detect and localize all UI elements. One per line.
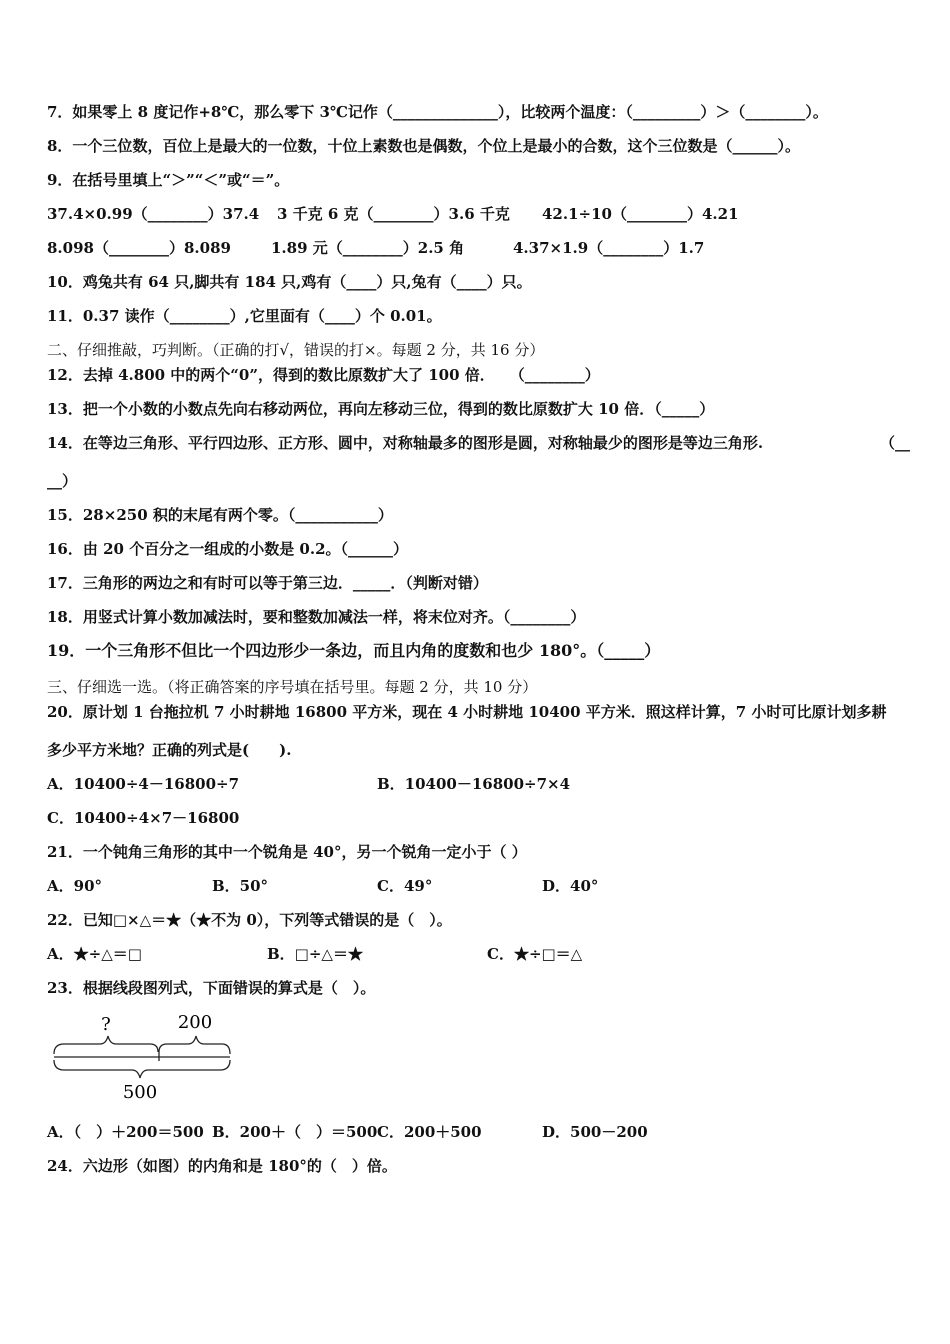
section-3-heading: 三、仔细选一选。（将正确答案的序号填在括号里。每题 2 分，共 10 分） (47, 678, 538, 696)
q9-item-2: 3 千克 6 克（________）3.6 千克 (277, 205, 510, 223)
question-15: 15．28×250 积的末尾有两个零。（___________） (47, 506, 393, 524)
q23-option-c: C．200＋500 (377, 1123, 482, 1141)
q22-option-a: A．★÷△＝□ (47, 945, 142, 963)
q23-option-d: D．500－200 (542, 1123, 648, 1141)
brace-right-top (159, 1036, 230, 1054)
q21-option-d: D．40° (542, 877, 599, 895)
q22-option-c: C．★÷□＝△ (487, 945, 583, 963)
q9-item-5: 1.89 元（________）2.5 角 (271, 239, 465, 257)
unknown-label: ? (101, 1014, 111, 1035)
brace-left-top (54, 1036, 158, 1054)
question-18: 18．用竖式计算小数加减法时，要和整数加减法一样，将末位对齐。（________） (47, 608, 586, 626)
question-14: 14．在等边三角形、平行四边形、正方形、圆中，对称轴最多的图形是圆，对称轴最少的图形是等边三角形. (47, 434, 764, 452)
question-14-blank-start: （__ (880, 434, 911, 452)
q20-option-b: B．10400－16800÷7×4 (377, 775, 571, 793)
question-17: 17．三角形的两边之和有时可以等于第三边．_____．（判断对错） (47, 574, 488, 592)
total-label: 500 (122, 1082, 158, 1103)
question-13: 13．把一个小数的小数点先向右移动两位，再向左移动三位，得到的数比原数扩大 10 倍．（_____） (47, 400, 715, 418)
q23-option-a: A．（ ）＋200＝500 (47, 1123, 204, 1141)
q21-option-b: B．50° (212, 877, 269, 895)
q9-item-1: 37.4×0.99（________）37.4 (47, 205, 260, 223)
question-10: 10．鸡兔共有 64 只,脚共有 184 只,鸡有（____）只,兔有（____）只。 (47, 273, 532, 291)
question-14-blank-end: __） (47, 472, 78, 490)
question-7: 7．如果零上 8 度记作+8℃，那么零下 3℃记作（______________），比较两个温度：（_________）＞（________）。 (47, 103, 828, 121)
section-2-heading: 二、仔细推敲，巧判断。（正确的打√，错误的打×。每题 2 分，共 16 分） (47, 341, 545, 359)
q23-option-b: B．200＋（ ）＝500 (212, 1123, 378, 1141)
q22-option-b: B．□÷△＝★ (267, 945, 363, 963)
line-segment-diagram (50, 1008, 240, 1104)
top-value-label: 200 (177, 1012, 213, 1033)
q9-item-4: 8.098（________）8.089 (47, 239, 231, 257)
question-9: 9．在括号里填上“＞”“＜”或“＝”。 (47, 171, 290, 189)
q20-option-a: A．10400÷4－16800÷7 (47, 775, 240, 793)
q9-item-3: 42.1÷10（________）4.21 (542, 205, 739, 223)
question-20-line-1: 20．原计划 1 台拖拉机 7 小时耕地 16800 平方米，现在 4 小时耕地 10400 平方米．照这样计算，7 小时可比原计划多耕 (47, 703, 887, 721)
q9-item-6: 4.37×1.9（________）1.7 (513, 239, 705, 257)
question-20-line-2: 多少平方米地？正确的列式是( ). (47, 741, 292, 759)
question-19: 19．一个三角形不但比一个四边形少一条边，而且内角的度数和也少 180°。（_____） (47, 641, 661, 660)
question-16: 16．由 20 个百分之一组成的小数是 0.2。（______） (47, 540, 409, 558)
question-24: 24．六边形（如图）的内角和是 180°的（ ）倍。 (47, 1157, 397, 1175)
question-12: 12．去掉 4.800 中的两个“0”，得到的数比原数扩大了 100 倍． （________） (47, 366, 600, 384)
q20-option-c: C．10400÷4×7－16800 (47, 809, 240, 827)
q21-option-c: C．49° (377, 877, 433, 895)
question-23: 23．根据线段图列式，下面错误的算式是（ ）。 (47, 979, 376, 997)
brace-bottom (54, 1060, 230, 1078)
question-21: 21．一个钝角三角形的其中一个锐角是 40°，另一个锐角一定小于（ ） (47, 843, 527, 861)
question-22: 22．已知□×△＝★（★不为 0），下列等式错误的是（ ）。 (47, 911, 452, 929)
q21-option-a: A．90° (47, 877, 103, 895)
question-11: 11．0.37 读作（________）,它里面有（____）个 0.01。 (47, 307, 442, 325)
question-8: 8．一个三位数，百位上是最大的一位数，十位上素数也是偶数，个位上是最小的合数，这个三位数是（______）。 (47, 137, 800, 155)
